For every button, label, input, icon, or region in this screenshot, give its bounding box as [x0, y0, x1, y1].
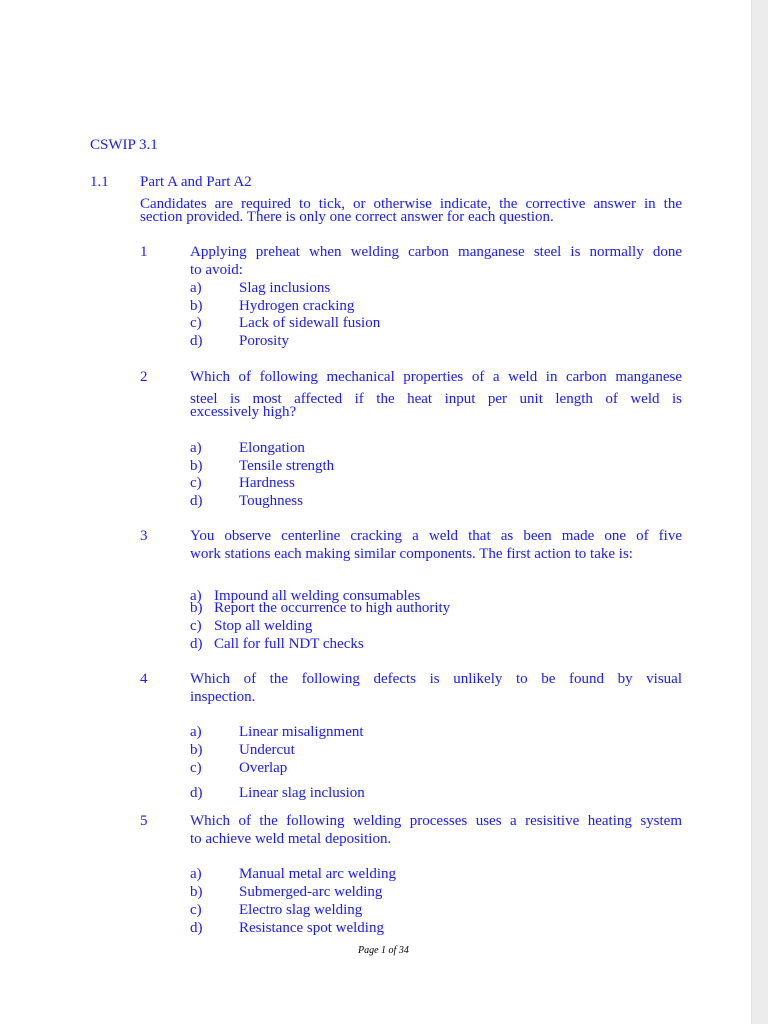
option-text: Electro slag welding [239, 902, 363, 918]
option-text: Stop all welding [214, 618, 313, 634]
question-number: 1 [140, 244, 148, 260]
page-footer: Page 1 of 34 [358, 945, 409, 956]
option-text: Hydrogen cracking [239, 298, 355, 314]
question-number: 5 [140, 813, 148, 829]
option-letter: b) [190, 884, 203, 900]
option-text: Undercut [239, 742, 295, 758]
option-text: Resistance spot welding [239, 920, 384, 936]
option-text: Lack of sidewall fusion [239, 315, 381, 331]
option-letter: b) [190, 458, 203, 474]
question-text-line: You observe centerline cracking a weld that as been made one of five [190, 528, 682, 544]
question-text-line: work stations each making similar components. The first action to take is: [190, 546, 633, 562]
question-number: 4 [140, 671, 148, 687]
question-text-line: Applying preheat when welding carbon manganese steel is normally done [190, 244, 682, 260]
option-text: Submerged-arc welding [239, 884, 383, 900]
question-text-line: Which of following mechanical properties of a weld in carbon manganese [190, 369, 682, 385]
option-letter: d) [190, 785, 203, 801]
option-letter: b) [190, 298, 203, 314]
option-text: Elongation [239, 440, 305, 456]
question-text-line: steel is most affected if the heat input per unit length of weld is [190, 391, 682, 407]
question-text-line: excessively high? [190, 404, 297, 420]
option-letter: c) [190, 315, 202, 331]
section-number: 1.1 [90, 174, 109, 190]
option-text: Call for full NDT checks [214, 636, 364, 652]
option-letter: d) [190, 493, 203, 509]
option-letter: d) [190, 920, 203, 936]
question-text-line: inspection. [190, 689, 256, 705]
option-letter: d) [190, 636, 203, 652]
document-title: CSWIP 3.1 [90, 137, 158, 153]
option-text: Impound all welding consumables [214, 588, 421, 604]
option-text: Linear slag inclusion [239, 785, 365, 801]
option-text: Overlap [239, 760, 288, 776]
option-letter: a) [190, 866, 202, 882]
option-letter: d) [190, 333, 203, 349]
option-letter: a) [190, 280, 202, 296]
option-letter: c) [190, 618, 202, 634]
option-text: Report the occurrence to high authority [214, 600, 451, 616]
option-letter: a) [190, 724, 202, 740]
option-letter: a) [190, 588, 202, 604]
question-number: 2 [140, 369, 148, 385]
intro-line-1: Candidates are required to tick, or otherwise indicate, the corrective answer in the [140, 196, 682, 212]
option-letter: b) [190, 600, 203, 616]
option-letter: a) [190, 440, 202, 456]
question-text-line: to achieve weld metal deposition. [190, 831, 392, 847]
question-text-line: to avoid: [190, 262, 243, 278]
viewer-page-edge [751, 0, 768, 1024]
option-text: Linear misalignment [239, 724, 364, 740]
question-text-line: Which of the following welding processes uses a resisitive heating system [190, 813, 682, 829]
option-letter: c) [190, 760, 202, 776]
option-text: Tensile strength [239, 458, 335, 474]
section-title: Part A and Part A2 [140, 174, 252, 190]
option-text: Hardness [239, 475, 295, 491]
option-letter: b) [190, 742, 203, 758]
question-number: 3 [140, 528, 148, 544]
option-text: Manual metal arc welding [239, 866, 397, 882]
option-text: Toughness [239, 493, 303, 509]
question-text-line: Which of the following defects is unlikely to be found by visual [190, 671, 682, 687]
option-text: Slag inclusions [239, 280, 331, 296]
option-letter: c) [190, 475, 202, 491]
option-letter: c) [190, 902, 202, 918]
option-text: Porosity [239, 333, 290, 349]
intro-line-2: section provided. There is only one correct answer for each question. [140, 209, 554, 225]
